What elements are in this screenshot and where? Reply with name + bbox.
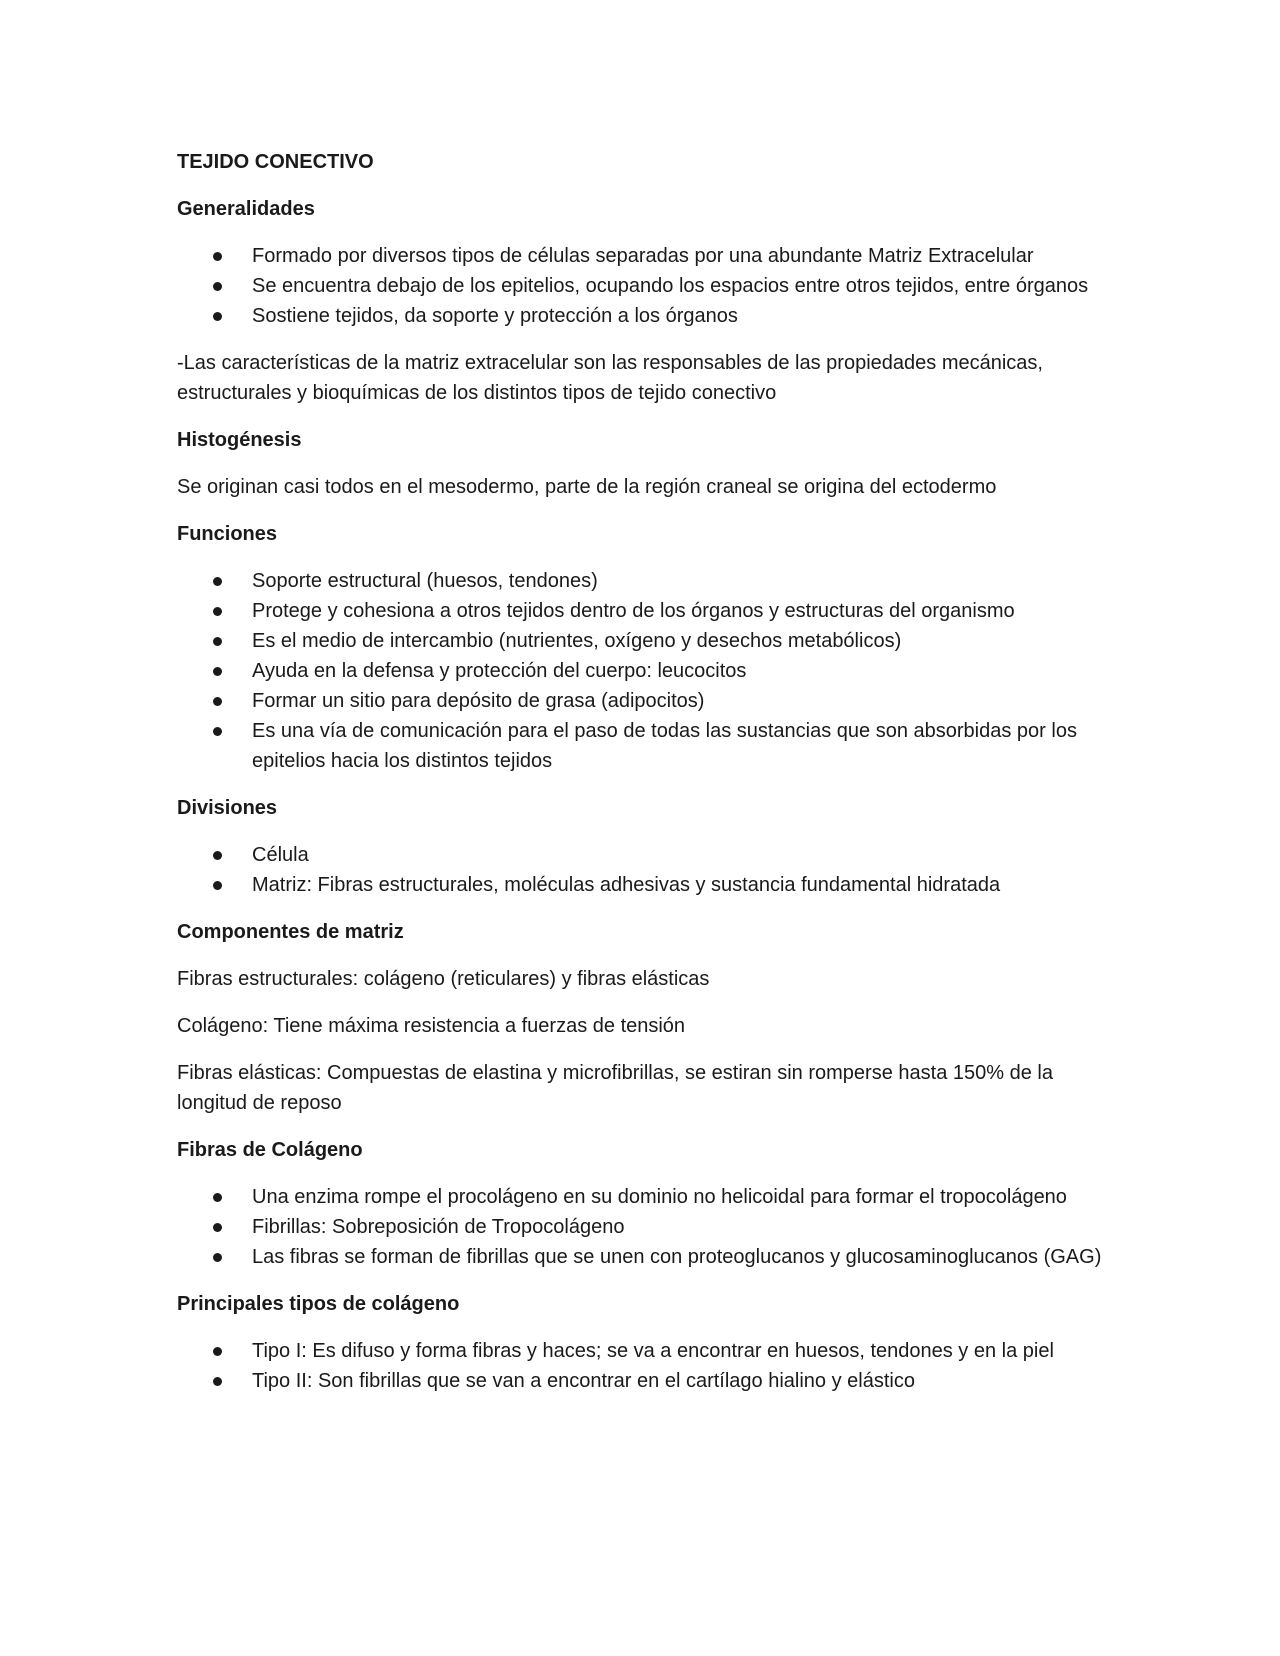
bullet-icon	[213, 881, 222, 890]
list-item	[177, 1366, 1107, 1396]
bullet-icon	[213, 252, 222, 261]
bullet-icon	[213, 851, 222, 860]
list-item-text: Tipo I: Es difuso y forma fibras y haces; se va a encontrar en huesos, tendones y en la piel	[252, 1340, 1054, 1362]
list-item-text: Formar un sitio para depósito de grasa (adipocitos)	[252, 690, 705, 712]
bullet-icon	[213, 282, 222, 291]
heading-divisiones: Divisiones	[177, 797, 278, 819]
bullet-icon	[213, 727, 222, 736]
list-funciones	[177, 566, 1107, 776]
document-title: TEJIDO CONECTIVO	[177, 151, 374, 173]
list-item-text: Es una vía de comunicación para el paso de todas las sustancias que son absorbidas por los epitelios hacia los distintos tejidos	[252, 720, 1077, 772]
list-item	[177, 626, 1107, 656]
paragraph-fibras-elasticas: Fibras elásticas: Compuestas de elastina y microfibrillas, se estiran sin romperse hasta 150% de la longitud de reposo	[177, 1062, 1053, 1114]
list-item-text: Tipo II: Son fibrillas que se van a encontrar en el cartílago hialino y elástico	[252, 1370, 915, 1392]
bullet-icon	[213, 667, 222, 676]
list-item	[177, 241, 1107, 271]
list-fibras-colageno	[177, 1182, 1107, 1272]
heading-componentes: Componentes de matriz	[177, 921, 404, 943]
list-tipos-colageno	[177, 1336, 1107, 1396]
list-item-text: Una enzima rompe el procolágeno en su dominio no helicoidal para formar el tropocolágeno	[252, 1186, 1067, 1208]
heading-generalidades: Generalidades	[177, 198, 315, 220]
list-item-text: Se encuentra debajo de los epitelios, ocupando los espacios entre otros tejidos, entre órganos	[252, 275, 1089, 297]
list-item-text: Ayuda en la defensa y protección del cuerpo: leucocitos	[252, 660, 747, 682]
list-item-text: Soporte estructural (huesos, tendones)	[252, 570, 598, 592]
list-item-text: Formado por diversos tipos de células separadas por una abundante Matriz Extracelular	[252, 245, 1034, 267]
bullet-icon	[213, 1193, 222, 1202]
list-item-text: Fibrillas: Sobreposición de Tropocolágeno	[252, 1216, 625, 1238]
list-divisiones	[177, 840, 1107, 900]
list-item	[177, 1182, 1107, 1212]
list-generalidades	[177, 241, 1107, 331]
bullet-icon	[213, 697, 222, 706]
list-item	[177, 716, 1107, 776]
heading-tipos-colageno: Principales tipos de colágeno	[177, 1293, 460, 1315]
paragraph-histogenesis: Se originan casi todos en el mesodermo, parte de la región craneal se origina del ectodermo	[177, 476, 997, 498]
paragraph-fibras-estructurales: Fibras estructurales: colágeno (reticulares) y fibras elásticas	[177, 968, 710, 990]
bullet-icon	[213, 637, 222, 646]
list-item-text: Célula	[252, 844, 309, 866]
list-item	[177, 686, 1107, 716]
bullet-icon	[213, 312, 222, 321]
heading-fibras-colageno: Fibras de Colágeno	[177, 1139, 363, 1161]
bullet-icon	[213, 1253, 222, 1262]
list-item	[177, 870, 1107, 900]
bullet-icon	[213, 1347, 222, 1356]
list-item	[177, 1336, 1107, 1366]
bullet-icon	[213, 577, 222, 586]
list-item	[177, 596, 1107, 626]
bullet-icon	[213, 1223, 222, 1232]
heading-histogenesis: Histogénesis	[177, 429, 302, 451]
list-item-text: Sostiene tejidos, da soporte y protección a los órganos	[252, 305, 738, 327]
list-item	[177, 271, 1107, 301]
paragraph-matriz-note: -Las características de la matriz extracelular son las responsables de las propiedades mecánicas, estructurales y bioquímicas de los distintos tipos de tejido conectivo	[177, 352, 1043, 404]
list-item	[177, 656, 1107, 686]
bullet-icon	[213, 1377, 222, 1386]
bullet-icon	[213, 607, 222, 616]
list-item	[177, 1212, 1107, 1242]
list-item	[177, 1242, 1107, 1272]
list-item-text: Las fibras se forman de fibrillas que se unen con proteoglucanos y glucosaminoglucanos (GAG)	[252, 1246, 1102, 1268]
paragraph-colageno: Colágeno: Tiene máxima resistencia a fuerzas de tensión	[177, 1015, 686, 1037]
list-item-text: Es el medio de intercambio (nutrientes, oxígeno y desechos metabólicos)	[252, 630, 902, 652]
list-item	[177, 301, 1107, 331]
document-body	[177, 147, 1107, 1413]
heading-funciones: Funciones	[177, 523, 278, 545]
list-item	[177, 840, 1107, 870]
list-item	[177, 566, 1107, 596]
list-item-text: Matriz: Fibras estructurales, moléculas adhesivas y sustancia fundamental hidratada	[252, 874, 1001, 896]
list-item-text: Protege y cohesiona a otros tejidos dentro de los órganos y estructuras del organismo	[252, 600, 1015, 622]
